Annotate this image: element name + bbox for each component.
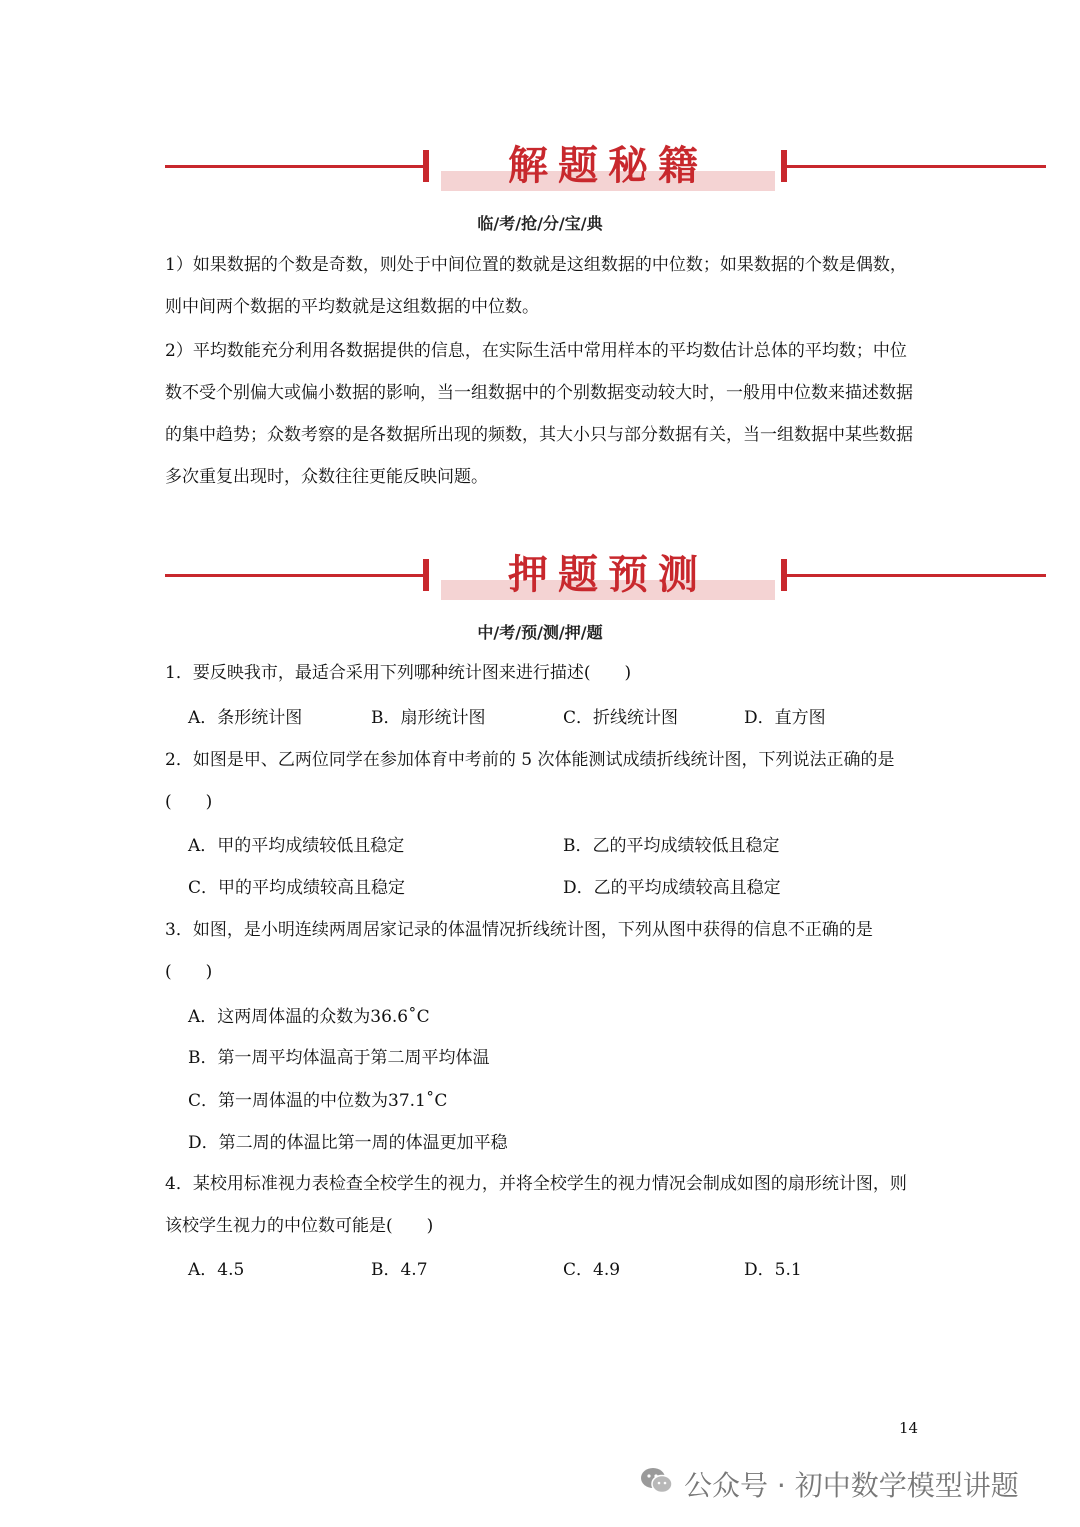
question-2-option-a: A．甲的平均成绩较低且稳定 (188, 836, 405, 856)
section-title: 押题预测 (508, 552, 708, 598)
banner-rule-left (165, 165, 423, 168)
question-1-option-a: A．条形统计图 (188, 708, 303, 728)
section-title: 解题秘籍 (508, 143, 708, 189)
question-3-option-c: C．第一周体温的中位数为37.1˚C (188, 1091, 448, 1111)
banner-rule-right (786, 165, 1046, 168)
banner-bar-left (423, 150, 429, 182)
question-1-option-c: C．折线统计图 (563, 708, 679, 728)
footer-text: 公众号 · 初中数学模型讲题 (684, 1469, 1019, 1502)
tip-paragraph-1: 1）如果数据的个数是奇数，则处于中间位置的数就是这组数据的中位数；如果数据的个数是偶数，则中间两个数据的平均数就是这组数据的中位数。 (165, 255, 907, 317)
question-2-stem: 2．如图是甲、乙两位同学在参加体育中考前的 5 次体能测试成绩折线统计图，下列说法正确的是( ) (165, 750, 895, 812)
question-2-option-b: B．乙的平均成绩较低且稳定 (563, 836, 780, 856)
question-3-option-b: B．第一周平均体温高于第二周平均体温 (188, 1048, 490, 1068)
question-1-option-b: B．扇形统计图 (371, 708, 486, 728)
section-subtitle: 临/考/抢/分/宝/典 (477, 214, 603, 233)
question-1-option-d: D．直方图 (744, 708, 826, 728)
question-4-option-d: D．5.1 (744, 1260, 802, 1280)
question-4-option-a: A．4.5 (188, 1260, 245, 1280)
question-4-stem: 4．某校用标准视力表检查全校学生的视力，并将全校学生的视力情况会制成如图的扇形统计图，则该校学生视力的中位数可能是( ) (165, 1174, 907, 1236)
question-4-option-b: B．4.7 (371, 1260, 428, 1280)
wechat-icon (640, 1466, 674, 1503)
page-number: 14 (899, 1419, 919, 1437)
tip-paragraph-2: 2）平均数能充分利用各数据提供的信息，在实际生活中常用样本的平均数估计总体的平均数；中位数不受个别偏大或偏小数据的影响，当一组数据中的个别数据变动较大时，一般用中位数来描述数据的集中趋势；众数考察的是各数据所出现的频数，其大小只与部分数据有关，当一组数据中某些数据多次重复出现时，众数往往更能反映问题。 (165, 341, 913, 487)
question-4-option-c: C．4.9 (563, 1260, 621, 1280)
banner-rule-right (786, 574, 1046, 577)
question-3-option-d: D．第二周的体温比第一周的体温更加平稳 (188, 1133, 508, 1153)
section-banner-predictions (0, 545, 1080, 605)
banner-bar-left (423, 559, 429, 591)
banner-rule-left (165, 574, 423, 577)
section-subtitle: 中/考/预/测/押/题 (477, 623, 603, 642)
question-2-option-d: D．乙的平均成绩较高且稳定 (563, 878, 781, 898)
question-3-option-a: A．这两周体温的众数为36.6˚C (188, 1007, 430, 1027)
question-2-option-c: C．甲的平均成绩较高且稳定 (188, 878, 406, 898)
footer-watermark (640, 1462, 1019, 1506)
question-1-stem: 1．要反映我市，最适合采用下列哪种统计图来进行描述( ) (165, 663, 632, 683)
section-banner-secrets (0, 136, 1080, 196)
question-3-stem: 3．如图，是小明连续两周居家记录的体温情况折线统计图，下列从图中获得的信息不正确的是( ) (165, 920, 873, 982)
